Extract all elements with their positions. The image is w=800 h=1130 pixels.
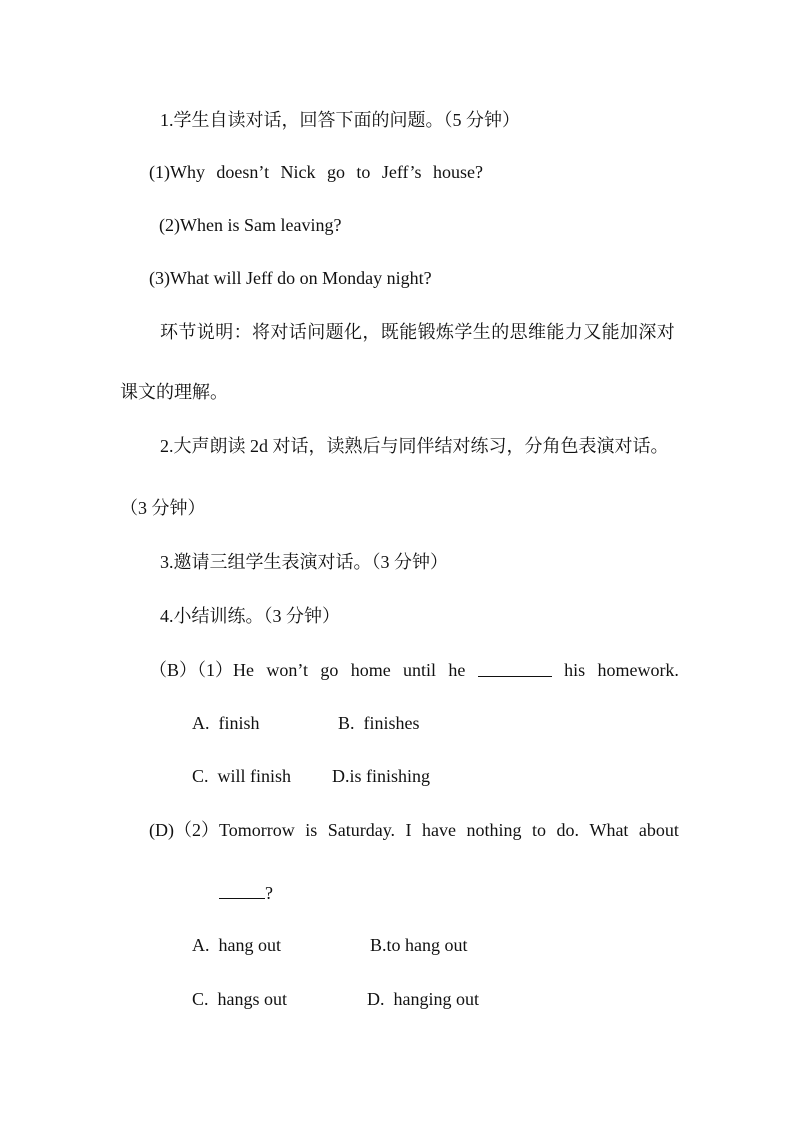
question-2: (2)When is Sam leaving? <box>159 215 342 235</box>
exercise-1-word: won’t <box>266 660 309 680</box>
section-note-line-1: 环节说明：将对话问题化，既能锻炼学生的思维能力又能加深对 <box>160 322 676 342</box>
question-1-word: Nick <box>280 162 316 182</box>
section4-heading: 4.小结训练。（3 分钟） <box>160 606 340 626</box>
answer-blank <box>478 658 552 677</box>
exercise-1-word: （B）（1）He <box>149 660 254 680</box>
exercise-1-word: until <box>403 660 437 680</box>
exercise-2-stem <box>149 818 679 842</box>
question-1-word: (1)Why <box>149 162 205 182</box>
answer-blank <box>219 880 265 899</box>
exercise-2-stem-line-2 <box>219 880 273 905</box>
exercise-1-word: go <box>320 660 339 680</box>
exercise-1-option-b: B. finishes <box>338 713 420 733</box>
question-1-word: to <box>356 162 371 182</box>
exercise-1-word: he <box>448 660 466 680</box>
exercise-2-word: have <box>422 820 456 840</box>
exercise-2-word: I <box>405 820 412 840</box>
question-1 <box>149 160 483 184</box>
question-1-word: go <box>326 162 345 182</box>
exercise-2-word: to <box>531 820 546 840</box>
exercise-2-word: is <box>305 820 318 840</box>
exercise-2-option-d: D. hanging out <box>367 989 479 1009</box>
exercise-2-option-c: C. hangs out <box>192 989 288 1009</box>
question-1-word: house? <box>432 162 483 182</box>
exercise-2-option-a: A. hang out <box>192 935 281 955</box>
exercise-1-option-d: D.is finishing <box>332 766 431 786</box>
exercise-2-word: What <box>589 820 629 840</box>
exercise-1-option-c: C. will finish <box>192 766 292 786</box>
section2-line-1: 2.大声朗读 2d 对话，读熟后与同伴结对练习，分角色表演对话。 <box>160 436 669 456</box>
exercise-2-word: do. <box>556 820 579 840</box>
exercise-2-word: (D)（2）Tomorrow <box>149 820 295 840</box>
exercise-1-word: home <box>350 660 391 680</box>
question-1-word: doesn’t <box>216 162 270 182</box>
question-1-word: Jeff’s <box>381 162 422 182</box>
question-3: (3)What will Jeff do on Monday night? <box>149 268 432 288</box>
exercise-2-word: about <box>638 820 679 840</box>
section2-line-2: （3 分钟） <box>120 498 206 518</box>
section3-line: 3.邀请三组学生表演对话。（3 分钟） <box>160 552 448 572</box>
exercise-1-word: homework. <box>597 660 679 680</box>
exercise-1-option-a: A. finish <box>192 713 260 733</box>
exercise-2-option-b: B.to hang out <box>370 935 468 955</box>
exercise-1-word: his <box>564 660 586 680</box>
exercise-1-stem <box>149 658 679 682</box>
exercise-2-word: nothing <box>466 820 522 840</box>
section1-heading: 1.学生自读对话，回答下面的问题。（5 分钟） <box>160 110 520 130</box>
exercise-2-word: Saturday. <box>327 820 396 840</box>
section-note-line-2: 课文的理解。 <box>120 382 228 402</box>
exercise-2-question-mark: ? <box>265 883 273 903</box>
